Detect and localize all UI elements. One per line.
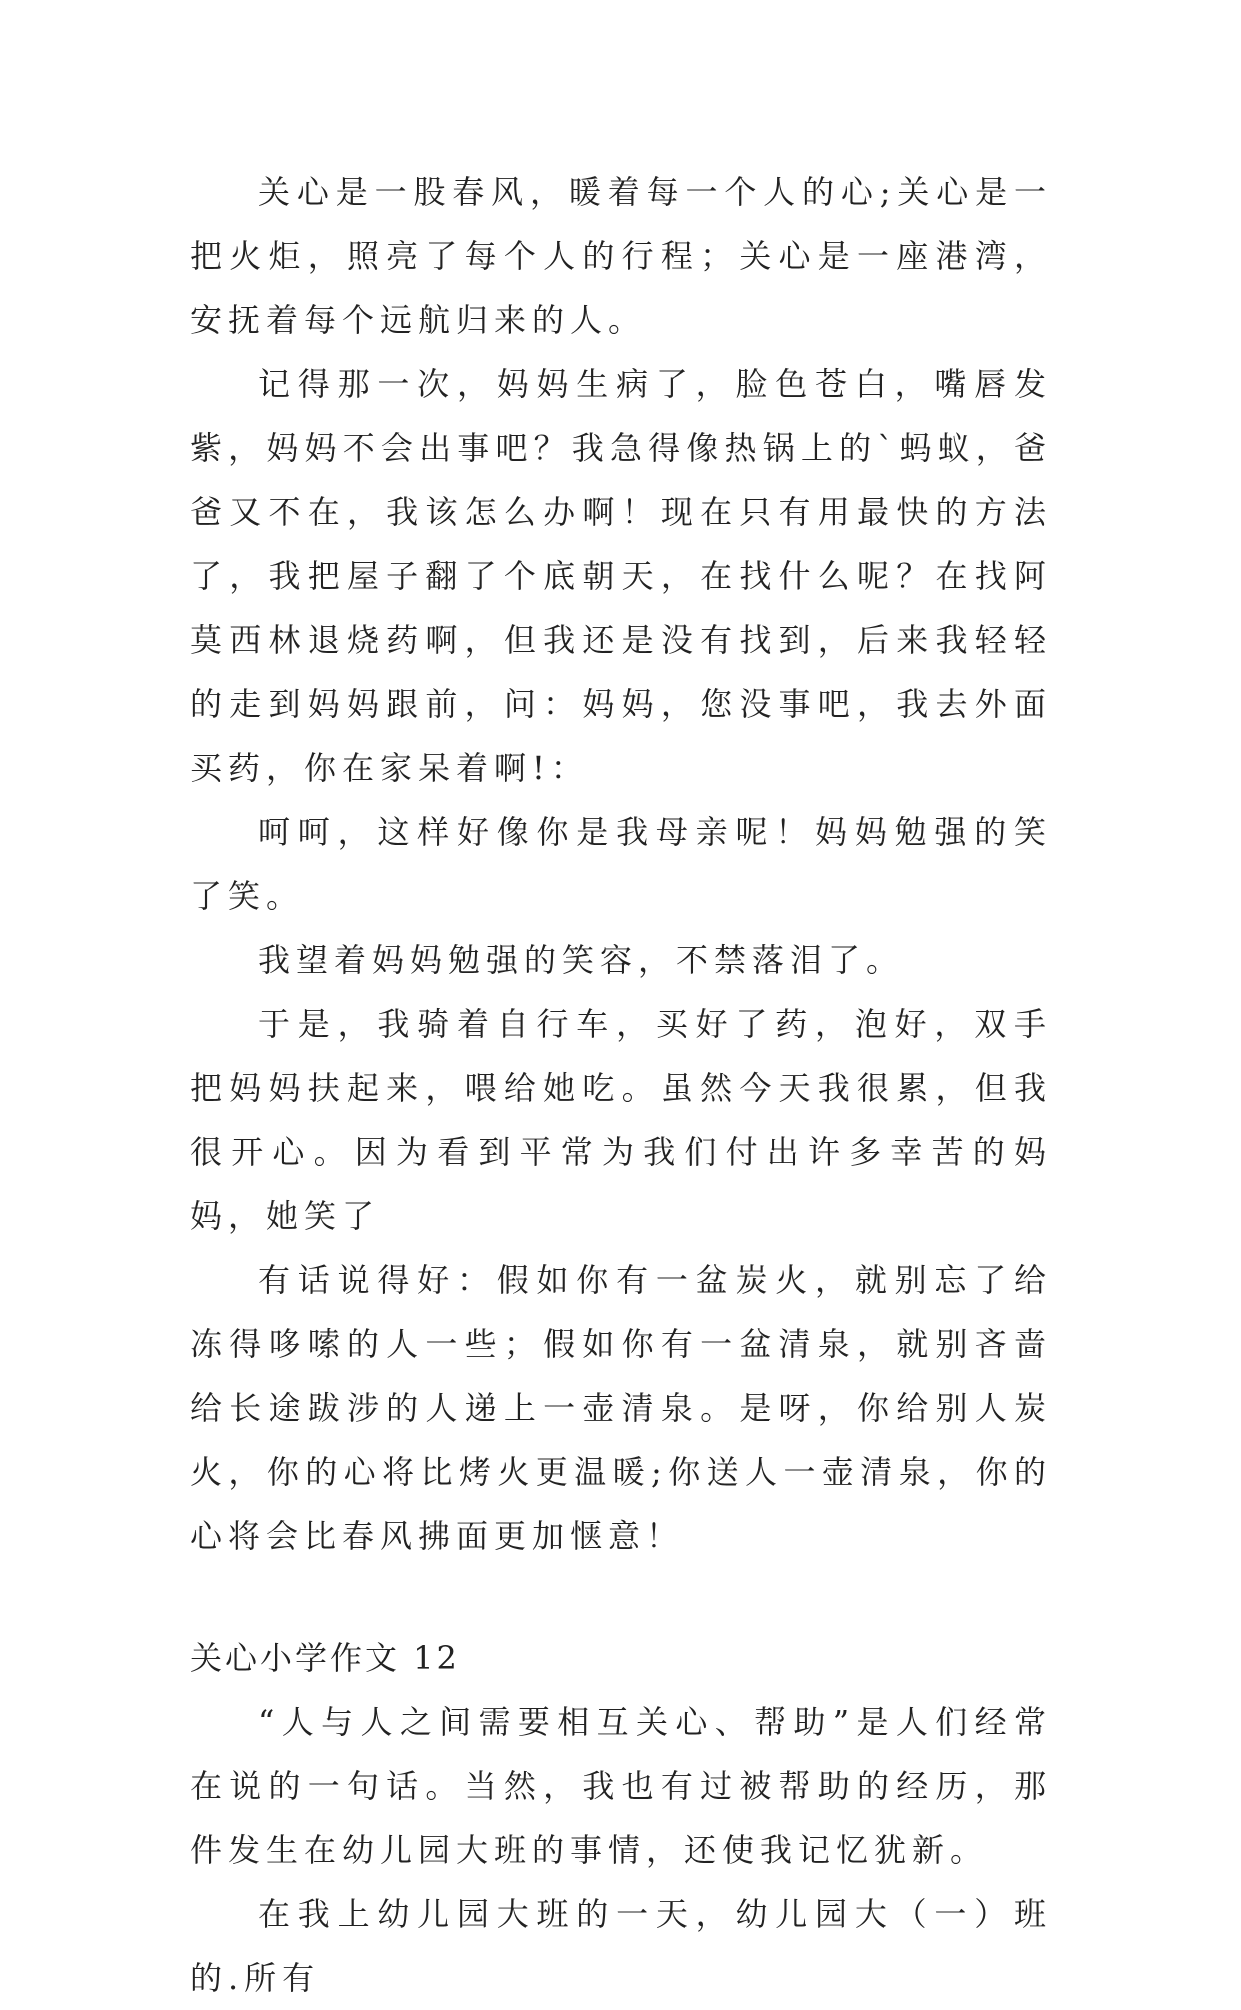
paragraph: 于是，我骑着自行车，买好了药，泡好，双手把妈妈扶起来，喂给她吃。虽然今天我很累，但我很开心。因为看到平常为我们付出许多幸苦的妈妈，她笑了 [190,1005,1052,1235]
paragraph: 呵呵，这样好像你是我母亲呢！妈妈勉强的笑了笑。 [190,813,1052,915]
section-title: 关心小学作文 12 [190,1639,460,1677]
document-body [190,160,1052,2010]
paragraph: 记得那一次，妈妈生病了，脸色苍白，嘴唇发紫，妈妈不会出事吧？我急得像热锅上的`蚂蚁，爸爸又不在，我该怎么办啊！现在只有用最快的方法了，我把屋子翻了个底朝天，在找什么呢？在找阿莫西林退烧药啊，但我还是没有找到，后来我轻轻的走到妈妈跟前，问：妈妈，您没事吧，我去外面买药，你在家呆着啊!： [190,365,1052,787]
paragraph: 我望着妈妈勉强的笑容，不禁落泪了。 [258,941,905,979]
paragraph: 有话说得好：假如你有一盆炭火，就别忘了给冻得哆嗦的人一些；假如你有一盆清泉，就别吝啬给长途跋涉的人递上一壶清泉。是呀，你给别人炭火，你的心将比烤火更温暖;你送人一壶清泉，你的心将会比春风拂面更加惬意！ [190,1261,1052,1555]
paragraph: “人与人之间需要相互关心、帮助”是人们经常在说的一句话。当然，我也有过被帮助的经历，那件发生在幼儿园大班的事情，还使我记忆犹新。 [190,1703,1052,1869]
paragraph: 在我上幼儿园大班的一天，幼儿园大（一）班的.所有 [190,1895,1052,1997]
paragraph: 关心是一股春风，暖着每一个人的心;关心是一把火炬，照亮了每个人的行程；关心是一座港湾，安抚着每个远航归来的人。 [190,173,1052,339]
